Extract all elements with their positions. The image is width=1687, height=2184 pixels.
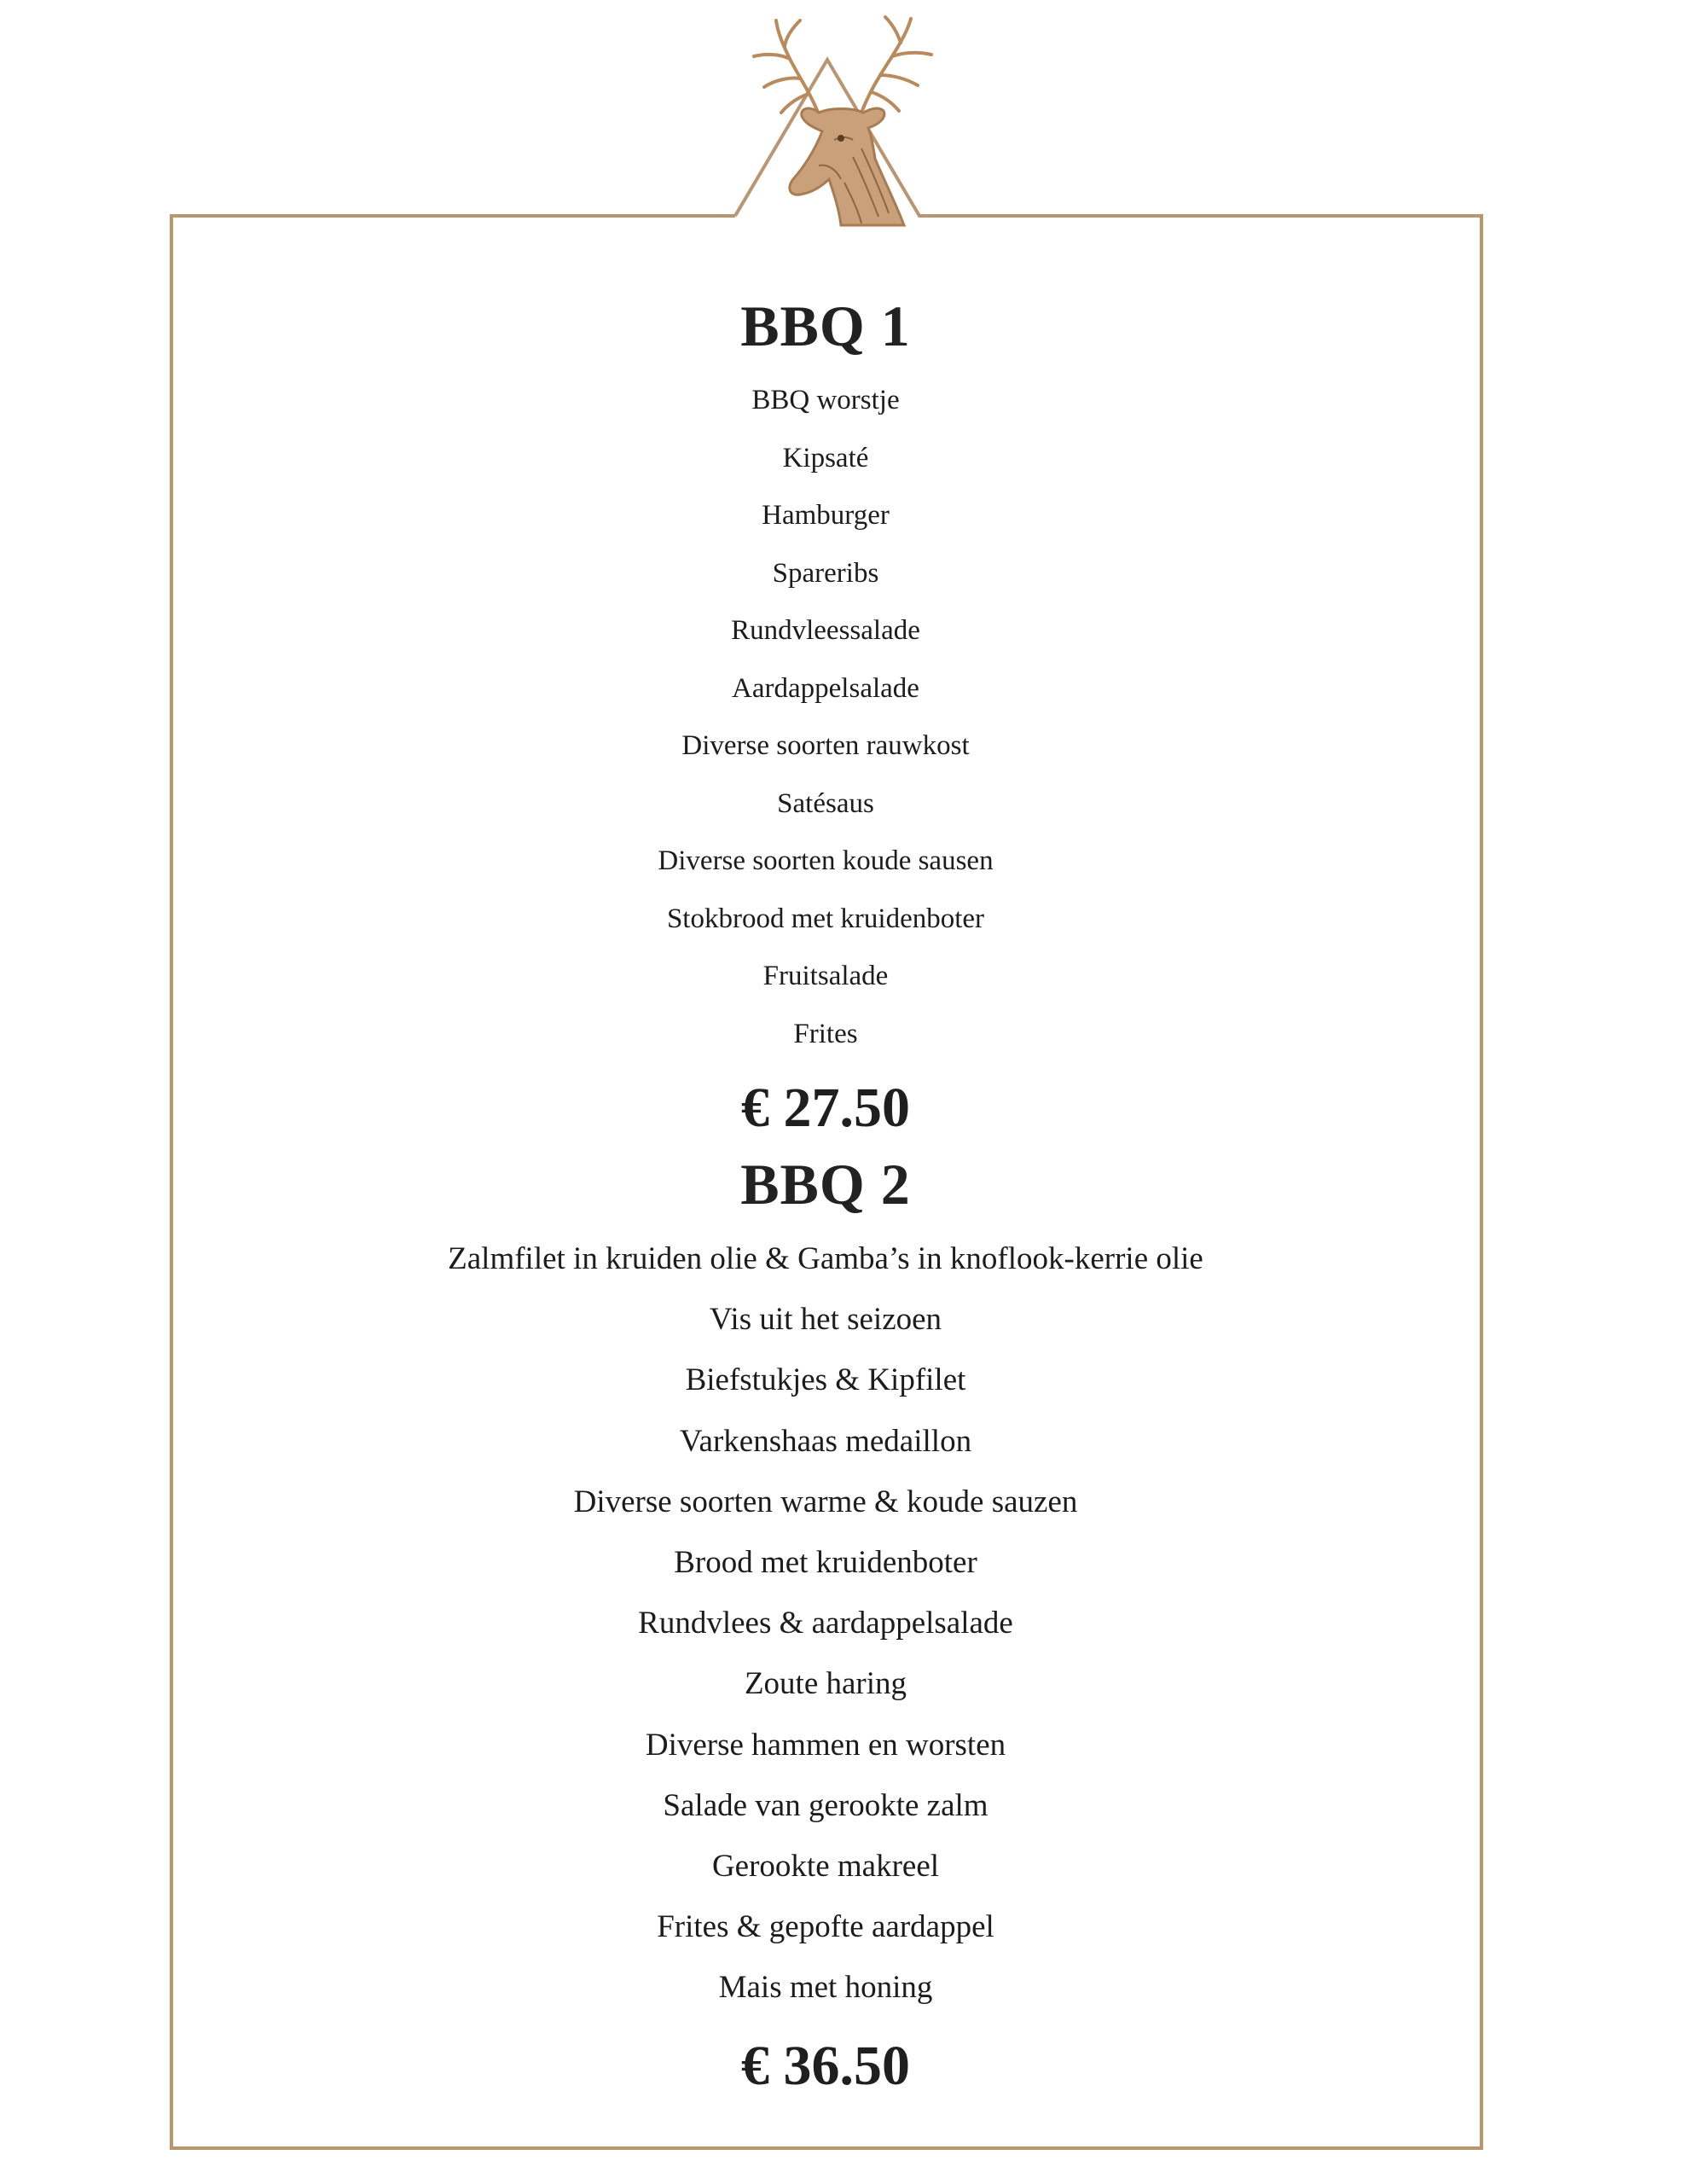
bbq1-title: BBQ 1 <box>740 293 911 358</box>
stag-head-icon <box>733 12 955 229</box>
menu-item: Diverse soorten warme & koude sauzen <box>573 1484 1078 1519</box>
menu-item: Diverse hammen en worsten <box>645 1727 1006 1763</box>
menu-item: Satésaus <box>777 787 874 819</box>
bbq2-title: BBQ 2 <box>740 1152 911 1217</box>
menu-item: Rundvlees & aardappelsalade <box>638 1606 1013 1641</box>
menu-item: Frites <box>793 1018 858 1049</box>
bbq2-section <box>174 1152 1477 2098</box>
bbq1-section <box>174 293 1477 1139</box>
menu-item: Zalmfilet in kruiden olie & Gamba’s in knoflook-kerrie olie <box>448 1241 1203 1276</box>
menu-item: Stokbrood met kruidenboter <box>666 903 985 934</box>
menu-item: Fruitsalade <box>762 961 889 991</box>
menu-item: Kipsaté <box>782 442 869 473</box>
menu-item: BBQ worstje <box>751 385 900 415</box>
menu-item: Diverse soorten rauwkost <box>681 730 970 761</box>
menu-item: Biefstukjes & Kipfilet <box>685 1362 966 1398</box>
menu-item: Rundvleessalade <box>731 615 920 646</box>
menu-item: Vis uit het seizoen <box>709 1302 942 1338</box>
menu-item: Hamburger <box>762 500 890 531</box>
menu-item: Zoute haring <box>744 1666 907 1702</box>
menu-item: Aardappelsalade <box>732 672 919 704</box>
menu-item: Spareribs <box>772 557 879 589</box>
menu-item: Varkenshaas medaillon <box>679 1423 972 1459</box>
menu-item: Salade van gerookte zalm <box>663 1787 988 1823</box>
menu-item: Mais met honing <box>718 1970 933 2006</box>
bbq1-item-list <box>174 372 1477 1063</box>
bbq2-price: € 36.50 <box>741 2035 910 2098</box>
menu-item: Brood met kruidenboter <box>674 1544 977 1580</box>
menu-content <box>174 282 1477 2098</box>
bbq1-price: € 27.50 <box>741 1077 910 1139</box>
menu-item: Diverse soorten koude sausen <box>658 845 994 876</box>
bbq2-item-list <box>174 1228 1477 2018</box>
menu-item: Gerookte makreel <box>711 1848 940 1884</box>
menu-item: Frites & gepofte aardappel <box>657 1909 994 1945</box>
